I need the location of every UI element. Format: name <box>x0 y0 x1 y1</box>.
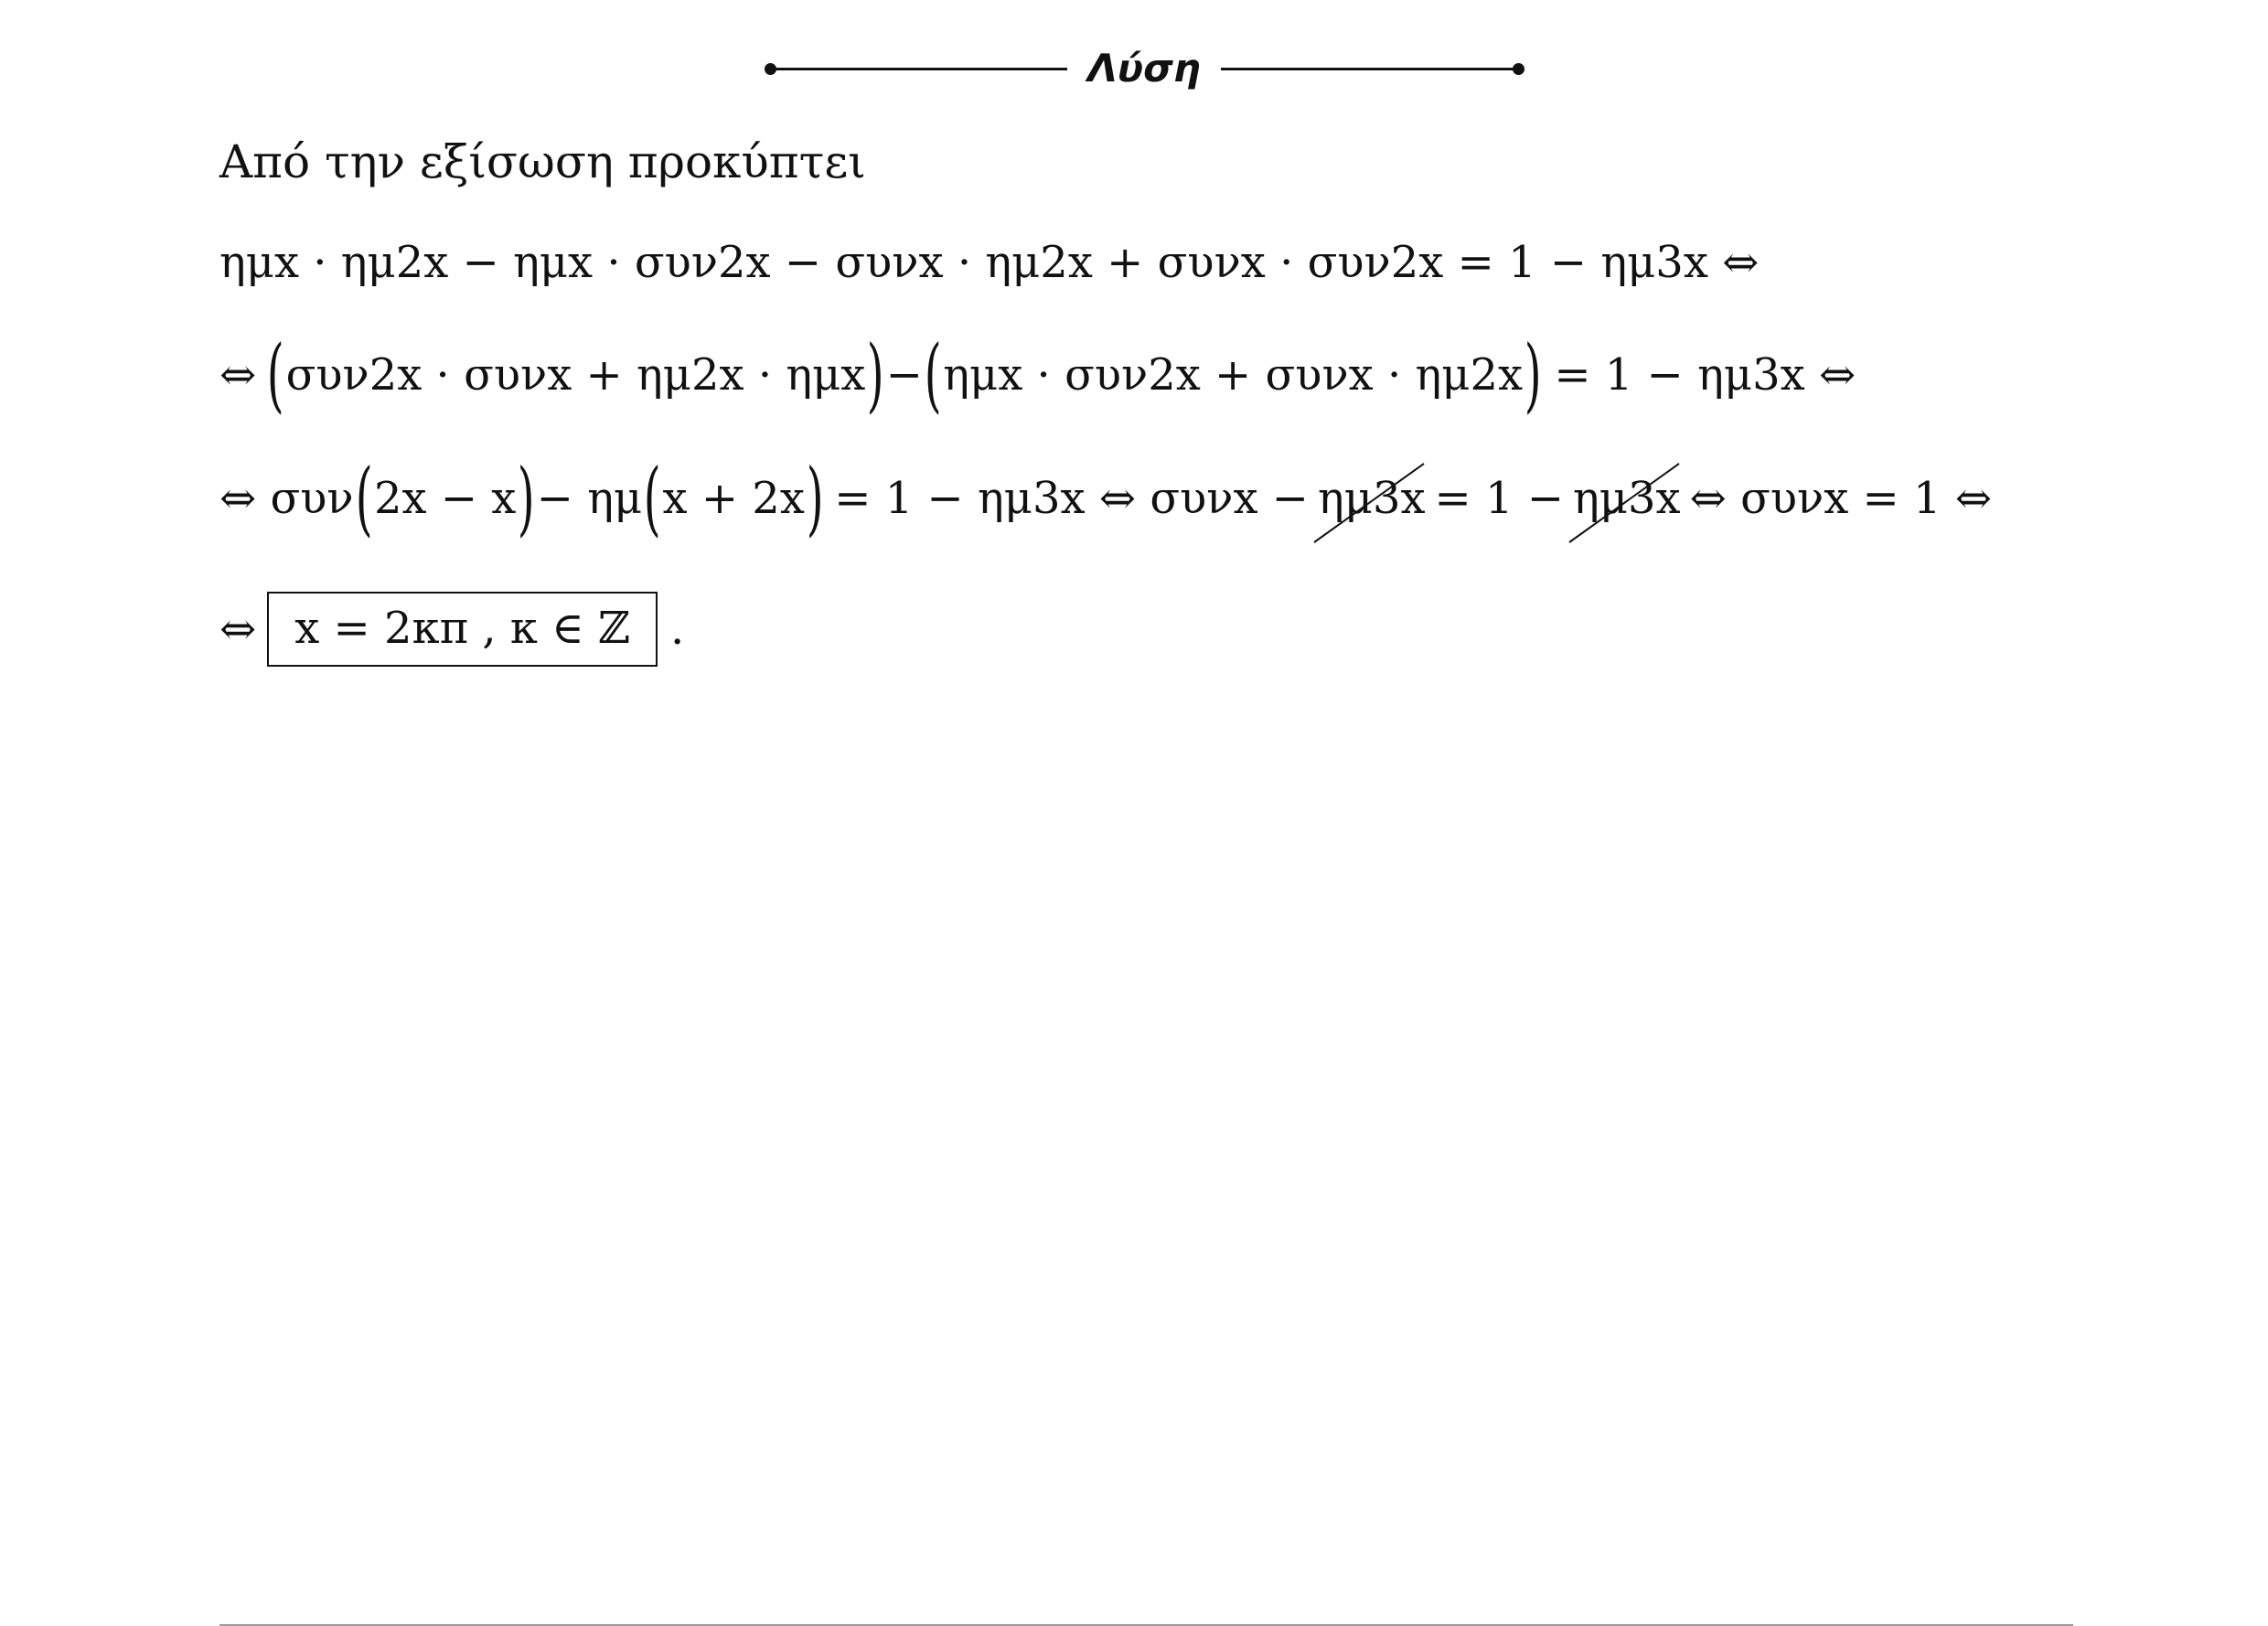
equation-line-3-middle: − ημ <box>536 473 643 524</box>
equation-line-2 <box>219 329 1856 421</box>
open-paren: ( <box>924 327 942 422</box>
open-paren: ( <box>355 451 373 545</box>
cancel-strike-2 <box>1566 460 1683 546</box>
equation-line-2-lead: ⇔ <box>219 349 257 401</box>
cancelled-term-1 <box>1318 473 1426 524</box>
cancel-strike-1 <box>1311 460 1428 546</box>
equation-line-3 <box>219 453 1992 544</box>
close-paren: ) <box>867 327 884 422</box>
equation-line-3-part-1: = 1 − ημ3x ⇔ συνx − <box>834 473 1309 524</box>
equation-line-2-minus: − <box>885 349 923 401</box>
cancelled-term-1-text: ημ3x <box>1317 473 1426 524</box>
header-right-dot <box>1513 63 1524 75</box>
header-title: Λύση <box>1087 46 1201 91</box>
close-paren: ) <box>518 451 535 545</box>
equation-line-2-group-1: συν2x · συνx + ημ2x · ημx <box>285 349 866 401</box>
equation-line-3-group-1: 2x − x <box>373 473 517 524</box>
final-answer-box: x = 2κπ , κ ∈ ℤ <box>267 592 658 667</box>
equation-line-1-text: ημx · ημ2x − ημx · συν2x − συνx · ημ2x + συνx · συν2x = 1 − ημ3x ⇔ <box>219 237 1760 288</box>
equation-line-2-tail: = 1 − ημ3x ⇔ <box>1554 349 1856 401</box>
equation-line-2-group-2: ημx · συν2x + συνx · ημ2x <box>943 349 1524 401</box>
solution-header <box>0 37 2268 101</box>
equation-line-3-group-2: x + 2x <box>662 473 805 524</box>
header-right-rule <box>1221 68 1518 70</box>
equation-line-4-end: . <box>669 603 685 655</box>
equation-line-1 <box>219 230 1759 294</box>
close-paren: ) <box>1524 327 1542 422</box>
header-left-rule <box>770 68 1067 70</box>
open-paren: ( <box>643 451 661 545</box>
equation-line-4-lead: ⇔ <box>219 603 257 655</box>
equation-line-3-tail: ⇔ συνx = 1 ⇔ <box>1689 473 1993 524</box>
cancelled-term-2 <box>1573 473 1681 524</box>
intro-text: Από την εξίσωση προκύπτει <box>219 135 866 188</box>
cancelled-term-2-text: ημ3x <box>1573 473 1681 524</box>
close-paren: ) <box>806 451 824 545</box>
equation-line-3-lead: ⇔ συν <box>219 473 354 524</box>
open-paren: ( <box>266 327 284 422</box>
equation-line-3-part-2: = 1 − <box>1434 473 1565 524</box>
equation-line-4 <box>219 585 684 672</box>
